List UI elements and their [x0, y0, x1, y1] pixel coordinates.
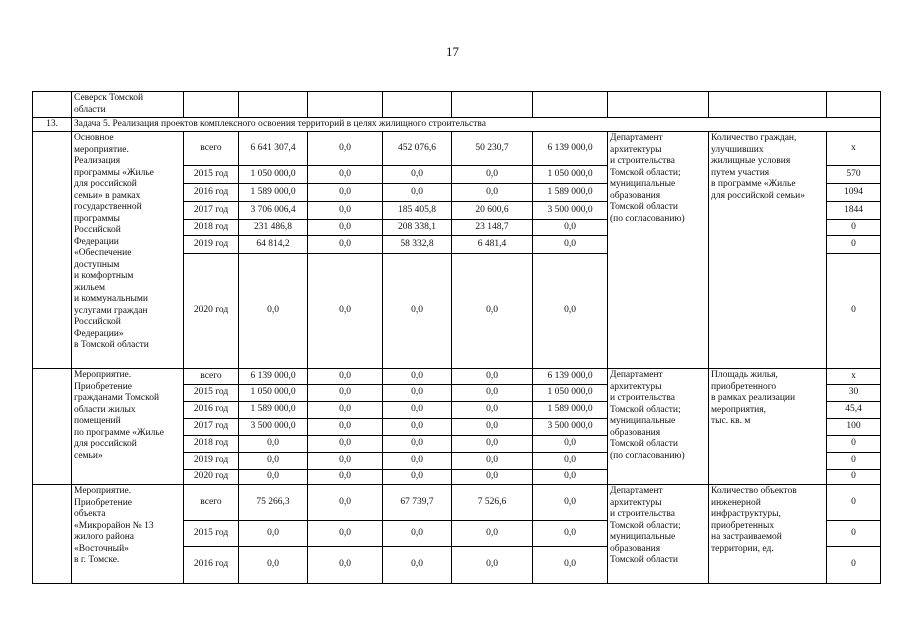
other-sources-cell: 3 500 000,0 — [533, 419, 608, 436]
regional-cell: 0,0 — [383, 254, 452, 369]
indicator-value-cell: 0 — [827, 236, 881, 254]
indicator-value-cell: 100 — [827, 419, 881, 436]
total-cell: 0,0 — [239, 521, 308, 547]
period-cell: 2016 год — [184, 547, 239, 584]
local-cell: 0,0 — [452, 521, 533, 547]
activity-name: Мероприятие. Приобретение объекта «Микрорайон № 13 жилого района «Восточный» в г. Томске. — [72, 485, 184, 584]
task-title: Задача 5. Реализация проектов комплексного освоения территорий в целях жилищного строительства — [72, 118, 881, 132]
other-sources-cell: 0,0 — [533, 236, 608, 254]
total-cell: 6 641 307,4 — [239, 132, 308, 166]
period-cell: 2018 год — [184, 220, 239, 236]
total-cell: 0,0 — [239, 436, 308, 453]
total-cell: 0,0 — [239, 470, 308, 485]
indicator-name-cell: Количество объектов инженерной инфраструктуры, приобретенных на застраиваемой территории, ед. — [709, 485, 827, 584]
other-sources-cell: 0,0 — [533, 254, 608, 369]
indicator-value-cell: 0 — [827, 470, 881, 485]
indicator-value-cell: 1094 — [827, 184, 881, 202]
regional-cell: 0,0 — [383, 166, 452, 184]
total-cell: 3 706 006,4 — [239, 202, 308, 220]
page-number: 17 — [446, 44, 459, 59]
regional-cell: 67 739,7 — [383, 485, 452, 521]
other-sources-cell: 0,0 — [533, 521, 608, 547]
total-cell: 1 050 000,0 — [239, 166, 308, 184]
total-cell: 0,0 — [239, 254, 308, 369]
regional-cell: 0,0 — [383, 402, 452, 419]
indicator-value-cell: х — [827, 369, 881, 385]
indicator-value-cell: 0 — [827, 547, 881, 584]
task-row — [33, 118, 881, 132]
indicator-value-cell: 0 — [827, 485, 881, 521]
regional-cell: 0,0 — [383, 385, 452, 402]
total-cell: 1 589 000,0 — [239, 184, 308, 202]
total-cell: 3 500 000,0 — [239, 419, 308, 436]
period-cell: 2020 год — [184, 470, 239, 485]
period-cell: 2017 год — [184, 202, 239, 220]
table-row — [33, 485, 881, 521]
regional-cell: 0,0 — [383, 436, 452, 453]
federal-cell: 0,0 — [308, 369, 383, 385]
total-cell: 0,0 — [239, 547, 308, 584]
indicator-value-cell: 0 — [827, 453, 881, 470]
regional-cell: 0,0 — [383, 521, 452, 547]
federal-cell: 0,0 — [308, 132, 383, 166]
regional-cell: 58 332,8 — [383, 236, 452, 254]
other-sources-cell: 1 589 000,0 — [533, 402, 608, 419]
indicator-value-cell: 0 — [827, 220, 881, 236]
local-cell: 20 600,6 — [452, 202, 533, 220]
row-number-cell — [33, 132, 72, 369]
period-cell: 2016 год — [184, 184, 239, 202]
period-cell: всего — [184, 485, 239, 521]
total-cell: 6 139 000,0 — [239, 369, 308, 385]
activity-name: Основное мероприятие. Реализация программы «Жилье для российской семьи» в рамках государственной программы Российской Федерации «Обеспечение доступным и комфортным жильем и коммунальными услугами граждан Российской Федерации» в Томской области — [72, 132, 184, 369]
regional-cell: 208 338,1 — [383, 220, 452, 236]
indicator-value-cell: 45,4 — [827, 402, 881, 419]
regional-cell: 0,0 — [383, 419, 452, 436]
federal-cell: 0,0 — [308, 547, 383, 584]
federal-cell: 0,0 — [308, 385, 383, 402]
local-cell: 0,0 — [452, 166, 533, 184]
indicator-value-cell: 30 — [827, 385, 881, 402]
period-cell: 2018 год — [184, 436, 239, 453]
period-cell: 2015 год — [184, 166, 239, 184]
table-row — [33, 369, 881, 385]
federal-cell: 0,0 — [308, 236, 383, 254]
indicator-value-cell: 0 — [827, 436, 881, 453]
other-sources-cell: 0,0 — [533, 470, 608, 485]
indicator-name-cell: Количество граждан, улучшивших жилищные условия путем участия в программе «Жилье для российской семьи» — [709, 132, 827, 369]
indicator-name-cell: Площадь жилья, приобретенного в рамках реализации мероприятия, тыс. кв. м — [709, 369, 827, 485]
local-cell: 0,0 — [452, 436, 533, 453]
other-sources-cell: 0,0 — [533, 453, 608, 470]
row-number-cell — [33, 369, 72, 485]
regional-cell: 185 405,8 — [383, 202, 452, 220]
total-cell: 75 266,3 — [239, 485, 308, 521]
federal-cell: 0,0 — [308, 485, 383, 521]
federal-cell: 0,0 — [308, 184, 383, 202]
other-sources-cell: 0,0 — [533, 436, 608, 453]
total-cell: 0,0 — [239, 453, 308, 470]
top-row-num — [33, 92, 72, 118]
local-cell: 0,0 — [452, 402, 533, 419]
local-cell: 50 230,7 — [452, 132, 533, 166]
indicator-value-cell: 1844 — [827, 202, 881, 220]
federal-cell: 0,0 — [308, 453, 383, 470]
period-cell: 2019 год — [184, 236, 239, 254]
other-sources-cell: 1 589 000,0 — [533, 184, 608, 202]
indicator-value-cell: х — [827, 132, 881, 166]
local-cell: 0,0 — [452, 184, 533, 202]
total-cell: 1 589 000,0 — [239, 402, 308, 419]
local-cell: 0,0 — [452, 547, 533, 584]
table-row — [33, 132, 881, 166]
period-cell: 2015 год — [184, 385, 239, 402]
other-sources-cell: 0,0 — [533, 485, 608, 521]
activity-name: Мероприятие. Приобретение гражданами Томской области жилых помещений по программе «Жилье для российской семьи» — [72, 369, 184, 485]
federal-cell: 0,0 — [308, 220, 383, 236]
regional-cell: 0,0 — [383, 470, 452, 485]
federal-cell: 0,0 — [308, 436, 383, 453]
program-table — [32, 91, 881, 584]
task-number: 13. — [33, 118, 72, 132]
other-sources-cell: 3 500 000,0 — [533, 202, 608, 220]
local-cell: 0,0 — [452, 419, 533, 436]
local-cell: 23 148,7 — [452, 220, 533, 236]
other-sources-cell: 0,0 — [533, 547, 608, 584]
total-cell: 1 050 000,0 — [239, 385, 308, 402]
period-cell: 2017 год — [184, 419, 239, 436]
other-sources-cell: 6 139 000,0 — [533, 369, 608, 385]
period-cell: 2019 год — [184, 453, 239, 470]
federal-cell: 0,0 — [308, 470, 383, 485]
indicator-value-cell: 570 — [827, 166, 881, 184]
top-row-name: Северск Томской области — [72, 92, 184, 118]
other-sources-cell: 1 050 000,0 — [533, 166, 608, 184]
local-cell: 6 481,4 — [452, 236, 533, 254]
table-body — [33, 92, 881, 584]
regional-cell: 0,0 — [383, 184, 452, 202]
local-cell: 0,0 — [452, 385, 533, 402]
period-cell: всего — [184, 132, 239, 166]
indicator-value-cell: 0 — [827, 521, 881, 547]
top-row — [33, 92, 881, 118]
local-cell: 0,0 — [452, 254, 533, 369]
other-sources-cell: 6 139 000,0 — [533, 132, 608, 166]
period-cell: всего — [184, 369, 239, 385]
period-cell: 2015 год — [184, 521, 239, 547]
other-sources-cell: 0,0 — [533, 220, 608, 236]
regional-cell: 452 076,6 — [383, 132, 452, 166]
local-cell: 0,0 — [452, 453, 533, 470]
executor-cell: Департамент архитектуры и строительства Томской области; муниципальные образования Томской области (по согласованию) — [608, 369, 709, 485]
local-cell: 7 526,6 — [452, 485, 533, 521]
regional-cell: 0,0 — [383, 453, 452, 470]
federal-cell: 0,0 — [308, 166, 383, 184]
executor-cell: Департамент архитектуры и строительства Томской области; муниципальные образования Томской области (по согласованию) — [608, 132, 709, 369]
indicator-value-cell: 0 — [827, 254, 881, 369]
period-cell: 2016 год — [184, 402, 239, 419]
total-cell: 231 486,8 — [239, 220, 308, 236]
local-cell: 0,0 — [452, 470, 533, 485]
period-cell: 2020 год — [184, 254, 239, 369]
federal-cell: 0,0 — [308, 402, 383, 419]
row-number-cell — [33, 485, 72, 584]
total-cell: 64 814,2 — [239, 236, 308, 254]
federal-cell: 0,0 — [308, 202, 383, 220]
regional-cell: 0,0 — [383, 547, 452, 584]
regional-cell: 0,0 — [383, 369, 452, 385]
other-sources-cell: 1 050 000,0 — [533, 385, 608, 402]
federal-cell: 0,0 — [308, 521, 383, 547]
local-cell: 0,0 — [452, 369, 533, 385]
federal-cell: 0,0 — [308, 419, 383, 436]
executor-cell: Департамент архитектуры и строительства Томской области; муниципальные образования Томской области — [608, 485, 709, 584]
federal-cell: 0,0 — [308, 254, 383, 369]
